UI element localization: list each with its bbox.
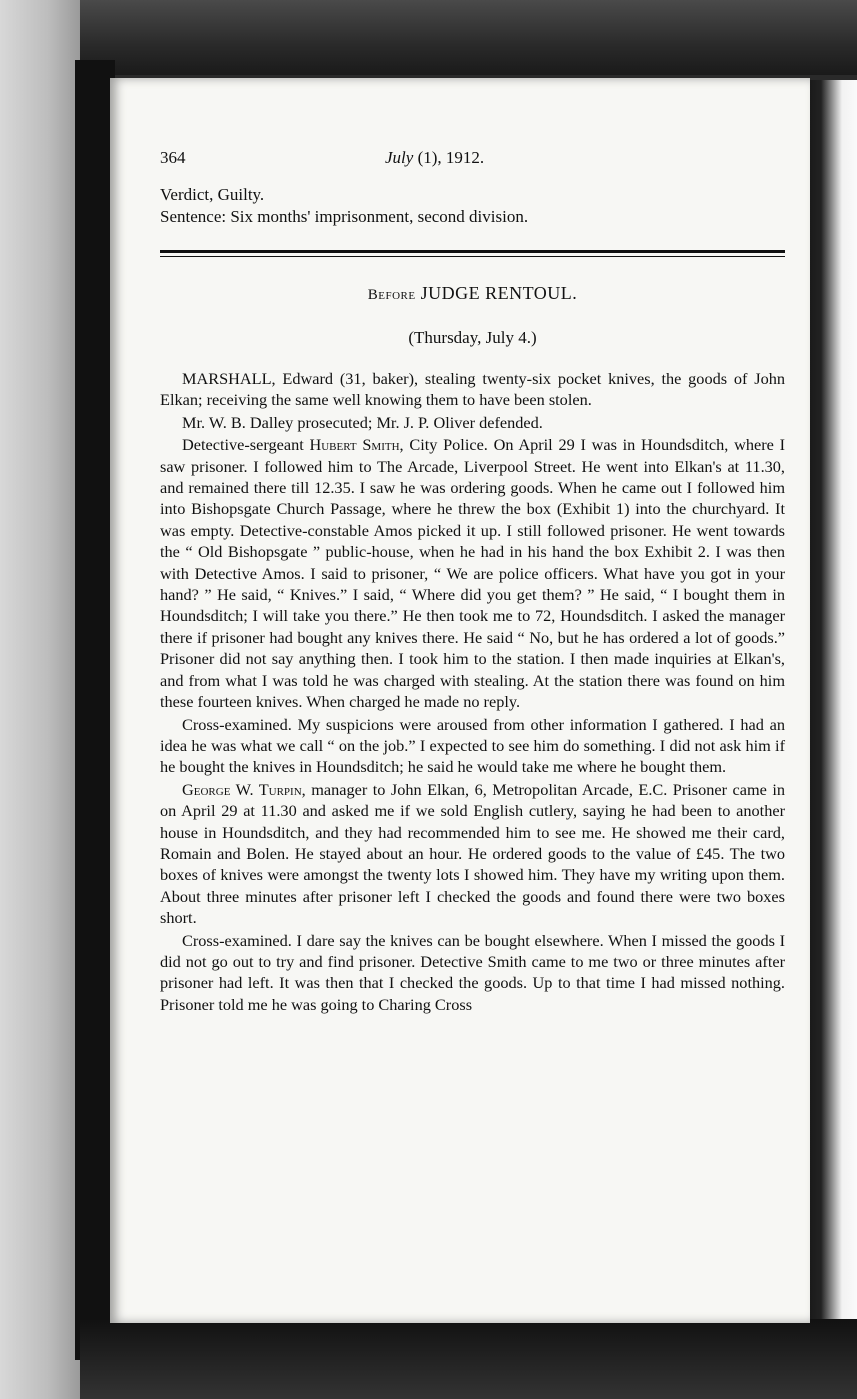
verdict-line: Verdict, Guilty. bbox=[160, 185, 265, 204]
running-head-date-rest: (1), 1912. bbox=[413, 148, 485, 167]
witness-name: Hubert Smith bbox=[309, 435, 400, 455]
paragraph-turpin-testimony: George W. Turpin, manager to John Elkan, 6, Metropolitan Arcade, E.C. Prisoner came in on April 29 at 11.30 and asked me if we sold English cutlery, saying he had been to another house in Houndsditch, and they had recommended him to see me. He showed me their card, Romain and Bolen. He stayed about an hour. He ordered goods to the value of £45. The two boxes of knives were amongst the twenty lots I showed him. They have my writing upon them. About three minutes after prisoner left I checked the goods and found there were two boxes short. bbox=[160, 779, 786, 928]
book-page bbox=[110, 78, 810, 1323]
body-text bbox=[160, 368, 785, 1015]
scan-background-top bbox=[0, 0, 857, 75]
section-heading bbox=[160, 283, 785, 304]
heading-before: Before bbox=[367, 287, 416, 303]
book-spine-shadow bbox=[75, 60, 115, 1360]
paragraph-indictment: MARSHALL, Edward (31, baker), stealing twenty-six pocket knives, the goods of John Elkan; receiving the same well knowing them to have been stolen. bbox=[160, 369, 785, 410]
paragraph-turpin-cross-examination: Cross-examined. I dare say the knives can be bought elsewhere. When I missed the goods I did not go out to try and find prisoner. Detective Smith came to me two or three minutes after prisoner had left. It was then that I checked the goods. Up to that time I had missed nothing. Prisoner told me he was going to Charing Cross bbox=[160, 930, 785, 1014]
sentence-line: Sentence: Six months' imprisonment, second division. bbox=[160, 207, 529, 226]
scan-background-bottom bbox=[80, 1319, 857, 1399]
scan-left-margin bbox=[0, 0, 80, 1399]
heading-judge: JUDGE RENTOUL. bbox=[415, 283, 578, 303]
running-head-date bbox=[385, 148, 484, 168]
running-head bbox=[160, 148, 785, 172]
page-number: 364 bbox=[160, 148, 186, 167]
paragraph-counsel: Mr. W. B. Dalley prosecuted; Mr. J. P. Oliver defended. bbox=[182, 412, 543, 432]
running-head-month: July bbox=[385, 148, 414, 167]
paragraph-smith-testimony: Detective-sergeant Hubert Smith, City Police. On April 29 I was in Houndsditch, where I saw prisoner. I followed him to The Arcade, Liverpool Street. He went into Elkan's at 11.30, and remained there till 12.35. I saw he was ordering goods. When he came out I followed him into Bishopsgate Church Passage, where he threw the box (Exhibit 1) into the churchyard. It was empty. Detective-constable Amos picked it up. I still followed prisoner. He went towards the “ Old Bishopsgate ” public-house, when he had in his hand the box Exhibit 2. I was then with Detective Amos. I said to prisoner, “ We are police officers. What have you got in your hand? ” He said, “ Knives.” I said, “ Where did you get them? ” He said, “ I bought them in Houndsditch; I will take you there.” He then took me to 72, Houndsditch. I asked the manager there if prisoner had bought any knives there. He said “ No, but he has ordered a lot of goods.” Prisoner did not say anything then. I took him to the station. I then made inquiries at Elkan's, and from what I was told he was charged with stealing. At the station there was found on him these fourteen knives. When charged he made no reply. bbox=[160, 435, 785, 712]
day-heading: (Thursday, July 4.) bbox=[408, 328, 537, 347]
section-divider-rule bbox=[160, 250, 785, 257]
witness-name: George W. Turpin bbox=[182, 779, 302, 799]
verdict-block bbox=[160, 184, 785, 228]
paragraph-smith-cross-examination: Cross-examined. My suspicions were aroused from other information I gathered. I had an idea he was what we call “ on the job.” I expected to see him do something. I did not ask him if he bought the knives in Houndsditch; he said he would take me where he bought them. bbox=[160, 714, 785, 777]
